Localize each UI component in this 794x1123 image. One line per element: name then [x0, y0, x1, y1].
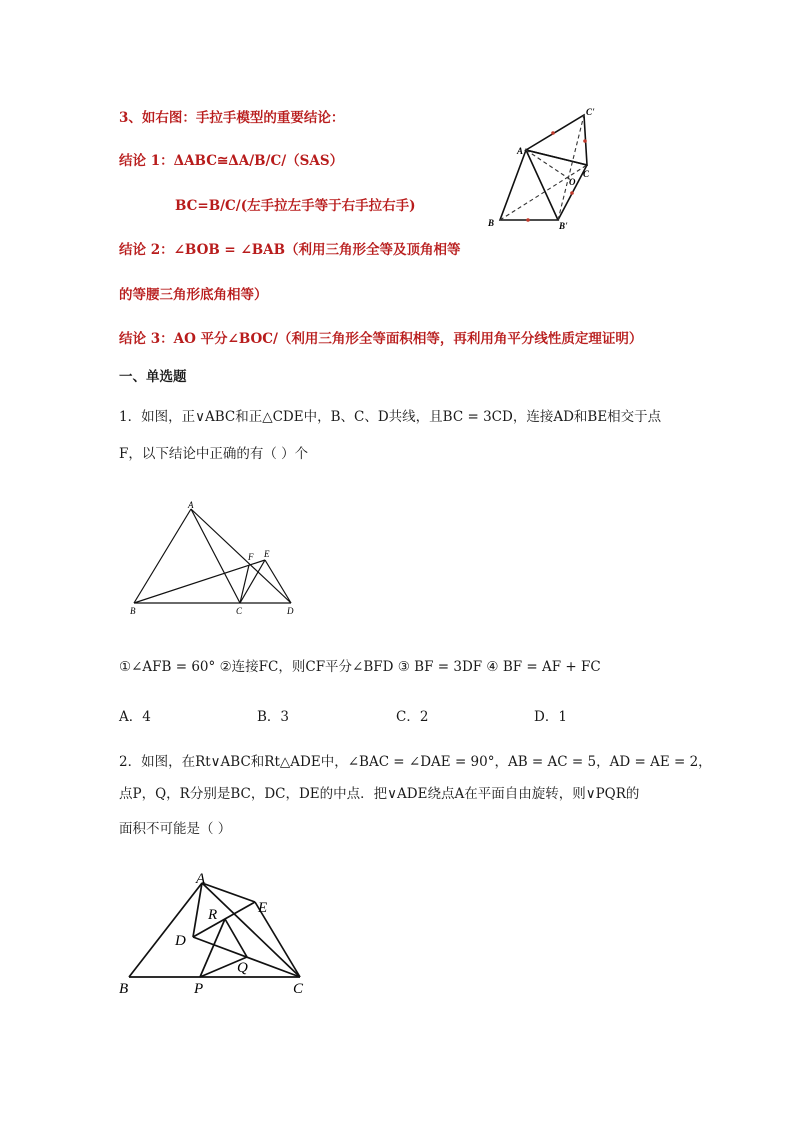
- q1-options: ①∠AFB = 60° ②连接FC，则CF平分∠BFD ③ BF = 3DF ④ BF = AF + FC: [119, 659, 601, 675]
- figure-q1: [125, 500, 305, 620]
- q2-line-2: 点P，Q，R分别是BC，DC，DE的中点．把∨ADE绕点A在平面自由旋转，则∨PQR的: [119, 786, 640, 802]
- label-a: A: [196, 871, 206, 887]
- section-title: 一、单选题: [119, 369, 187, 385]
- segment-ab: [134, 509, 191, 603]
- segment-ab: [129, 883, 202, 977]
- label-e: E: [258, 900, 268, 916]
- q2-line-3: 面积不可能是（ ）: [119, 821, 232, 837]
- label-o: O: [569, 177, 576, 187]
- conclusion-2-cont: 的等腰三角形底角相等）: [119, 287, 268, 303]
- label-c: C: [236, 606, 243, 616]
- label-a: A: [188, 500, 194, 510]
- dashed-bpcp: [558, 115, 584, 220]
- label-q: Q: [237, 960, 248, 976]
- label-b: B: [130, 606, 136, 616]
- conclusion-1-label: 结论 1：: [119, 153, 174, 169]
- label-e: E: [264, 549, 270, 559]
- label-c: C: [583, 169, 590, 179]
- figure-q2: [115, 865, 315, 1000]
- segment-ac: [202, 883, 300, 977]
- q2-line-1: 2．如图，在Rt∨ABC和Rt△ADE中，∠BAC = ∠DAE = 90°，AB = AC = 5，AD = AE = 2，: [119, 754, 712, 770]
- q1-choice-a: A．4: [119, 709, 151, 725]
- conclusion-2: [119, 238, 461, 258]
- label-cp: C': [586, 107, 595, 117]
- conclusion-1-sub: BC=B/C/(左手拉左手等于右手拉右手): [175, 198, 416, 214]
- intro-heading: 3、如右图：手拉手模型的重要结论：: [119, 110, 345, 126]
- conclusion-3-label: 结论 3：: [119, 331, 174, 347]
- segment-ad: [191, 509, 291, 603]
- segment-rq: [225, 919, 247, 957]
- label-d: D: [175, 933, 186, 949]
- conclusion-3-text: AO 平分∠BOC/（利用三角形全等面积相等，再利用角平分线性质定理证明）: [173, 331, 643, 347]
- conclusion-2-label: 结论 2：: [119, 242, 174, 258]
- figure-hand-in-hand: [480, 105, 610, 235]
- conclusion-3: [119, 327, 642, 347]
- label-r: R: [208, 907, 218, 923]
- q1-line-1: 1．如图，正∨ABC和正△CDE中，B、C、D共线，且BC = 3CD，连接AD和BE相交于点: [119, 409, 662, 425]
- triangle-abbp: [500, 150, 558, 220]
- segment-cf: [240, 565, 249, 603]
- label-p: P: [194, 981, 204, 997]
- segment-ae: [202, 883, 255, 902]
- label-a: A: [517, 146, 524, 156]
- segment-ac: [526, 150, 587, 165]
- label-b: B: [119, 981, 129, 997]
- segment-ad: [193, 883, 202, 937]
- label-c: C: [293, 981, 304, 997]
- dashed-bc: [500, 165, 587, 220]
- q1-choice-d: D．1: [534, 709, 567, 725]
- label-b: B: [488, 218, 495, 228]
- conclusion-1: [119, 149, 343, 169]
- conclusion-1-text: ΔABC≅ΔA/B/C/（SAS）: [173, 153, 344, 169]
- conclusion-2-text: ∠BOB = ∠BAB（利用三角形全等及顶角相等: [173, 242, 461, 258]
- q1-line-2: F，以下结论中正确的有（ ）个: [119, 446, 309, 462]
- segment-ac: [191, 509, 240, 603]
- label-d: D: [287, 606, 294, 616]
- q1-choice-c: C．2: [396, 709, 429, 725]
- label-bp: B': [559, 221, 568, 231]
- q1-choice-b: B．3: [257, 709, 290, 725]
- label-f: F: [248, 552, 254, 562]
